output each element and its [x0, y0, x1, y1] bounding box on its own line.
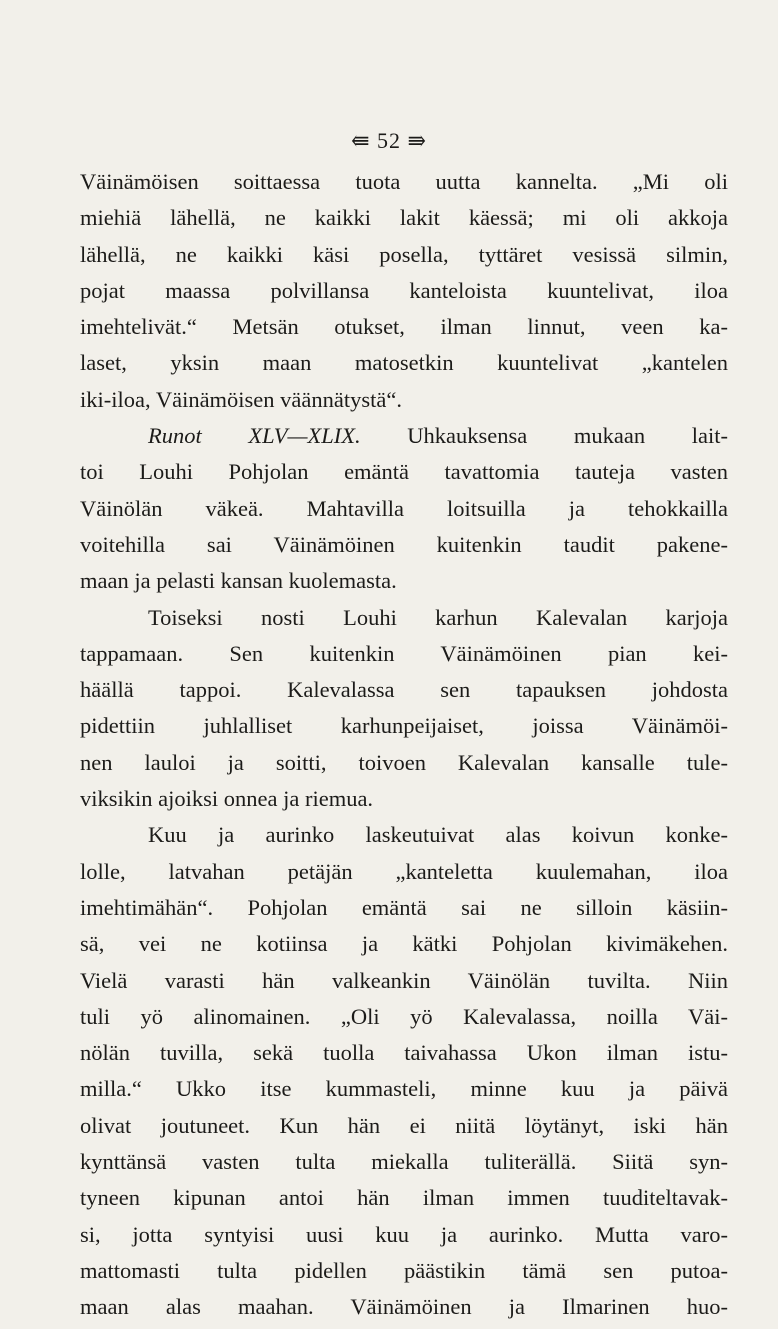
body-text	[80, 164, 728, 1326]
text-line-content: maan alas maahan. Väinämöinen ja Ilmarinen huo-	[80, 1294, 728, 1320]
text-line	[80, 200, 728, 236]
text-line	[80, 1253, 728, 1289]
text-line-content: pidettiin juhlalliset karhunpeijaiset, joissa Väinämöi-	[80, 713, 728, 739]
text-line	[80, 600, 728, 636]
text-line	[80, 817, 728, 853]
text-line-content: lolle, latvahan petäjän „kanteletta kuulemahan, iloa	[80, 858, 728, 884]
text-line	[80, 636, 728, 672]
text-line-content: Väinölän väkeä. Mahtavilla loitsuilla ja tehokkailla	[80, 495, 728, 521]
text-line-content: imehtelivät.“ Metsän otukset, ilman linnut, veen ka-	[80, 314, 728, 340]
text-line-content: Kuu ja aurinko laskeutuivat alas koivun konke-	[148, 822, 728, 848]
text-line	[80, 999, 728, 1035]
text-line-content: imehtimähän“. Pohjolan emäntä sai ne silloin käsiin-	[80, 894, 728, 920]
text-line	[80, 1144, 728, 1180]
text-line-content: maan ja pelasti kansan kuolemasta.	[80, 568, 397, 594]
text-line	[80, 164, 728, 200]
text-line	[80, 672, 728, 708]
text-line	[80, 309, 728, 345]
text-line-content: Toiseksi nosti Louhi karhun Kalevalan karjoja	[148, 604, 728, 630]
text-line-content: häällä tappoi. Kalevalassa sen tapauksen johdosta	[80, 677, 728, 703]
text-line	[80, 1071, 728, 1107]
text-line-content: Uhkauksensa mukaan lait-	[360, 423, 728, 449]
text-line-content: pojat maassa polvillansa kanteloista kuuntelivat, iloa	[80, 277, 728, 303]
text-line-content: laset, yksin maan matosetkin kuuntelivat „kantelen	[80, 350, 728, 376]
text-line-content: milla.“ Ukko itse kummasteli, minne kuu ja päivä	[80, 1076, 728, 1102]
text-line-content: voitehilla sai Väinämöinen kuitenkin taudit pakene-	[80, 531, 728, 557]
text-line-content: lähellä, ne kaikki käsi posella, tyttäret vesissä silmin,	[80, 241, 728, 267]
text-line	[80, 1289, 728, 1325]
text-line	[80, 745, 728, 781]
text-line	[80, 418, 728, 454]
text-line	[80, 926, 728, 962]
text-line	[80, 708, 728, 744]
text-line-content: sä, vei ne kotiinsa ja kätki Pohjolan kivimäkehen.	[80, 931, 728, 957]
text-line-content: olivat joutuneet. Kun hän ei niitä löytänyt, iski hän	[80, 1112, 728, 1138]
text-line	[80, 890, 728, 926]
text-line-content: tappamaan. Sen kuitenkin Väinämöinen pian kei-	[80, 640, 728, 666]
text-line	[80, 345, 728, 381]
text-line	[80, 527, 728, 563]
text-line	[80, 1108, 728, 1144]
text-line-content: tuli yö alinomainen. „Oli yö Kalevalassa, noilla Väi-	[80, 1003, 728, 1029]
text-line	[80, 854, 728, 890]
text-line-content: toi Louhi Pohjolan emäntä tavattomia tauteja vasten	[80, 459, 728, 485]
text-line-content: miehiä lähellä, ne kaikki lakit käessä; mi oli akkoja	[80, 205, 728, 231]
text-line	[80, 1180, 728, 1216]
text-line	[80, 237, 728, 273]
page-number: ⇚ 52 ⇛	[351, 128, 427, 153]
text-line	[80, 563, 728, 599]
text-line	[80, 1035, 728, 1071]
text-line-content: mattomasti tulta pidellen päästikin tämä sen putoa-	[80, 1257, 728, 1283]
text-line	[80, 382, 728, 418]
text-line	[80, 781, 728, 817]
text-line	[80, 273, 728, 309]
text-line-content: iki-iloa, Väinämöisen väännätystä“.	[80, 386, 402, 412]
text-line	[80, 491, 728, 527]
text-line-content: tyneen kipunan antoi hän ilman immen tuuditeltavak-	[80, 1185, 728, 1211]
text-line	[80, 454, 728, 490]
text-line-content: kynttänsä vasten tulta miekalla tuliterällä. Siitä syn-	[80, 1149, 728, 1175]
text-line	[80, 1217, 728, 1253]
text-line-content: Vielä varasti hän valkeankin Väinölän tuvilta. Niin	[80, 967, 728, 993]
text-line-content: Väinämöisen soittaessa tuota uutta kannelta. „Mi oli	[80, 169, 728, 194]
text-line-content: si, jotta syntyisi uusi kuu ja aurinko. Mutta varo-	[80, 1221, 728, 1247]
italic-reference: Runot XLV—XLIX.	[148, 423, 361, 449]
text-line-content: nölän tuvilla, sekä tuolla taivahassa Ukon ilman istu-	[80, 1040, 728, 1066]
text-line-content: viksikin ajoiksi onnea ja riemua.	[80, 786, 374, 812]
text-line-content: nen lauloi ja soitti, toivoen Kalevalan kansalle tule-	[80, 749, 728, 775]
text-line	[80, 963, 728, 999]
